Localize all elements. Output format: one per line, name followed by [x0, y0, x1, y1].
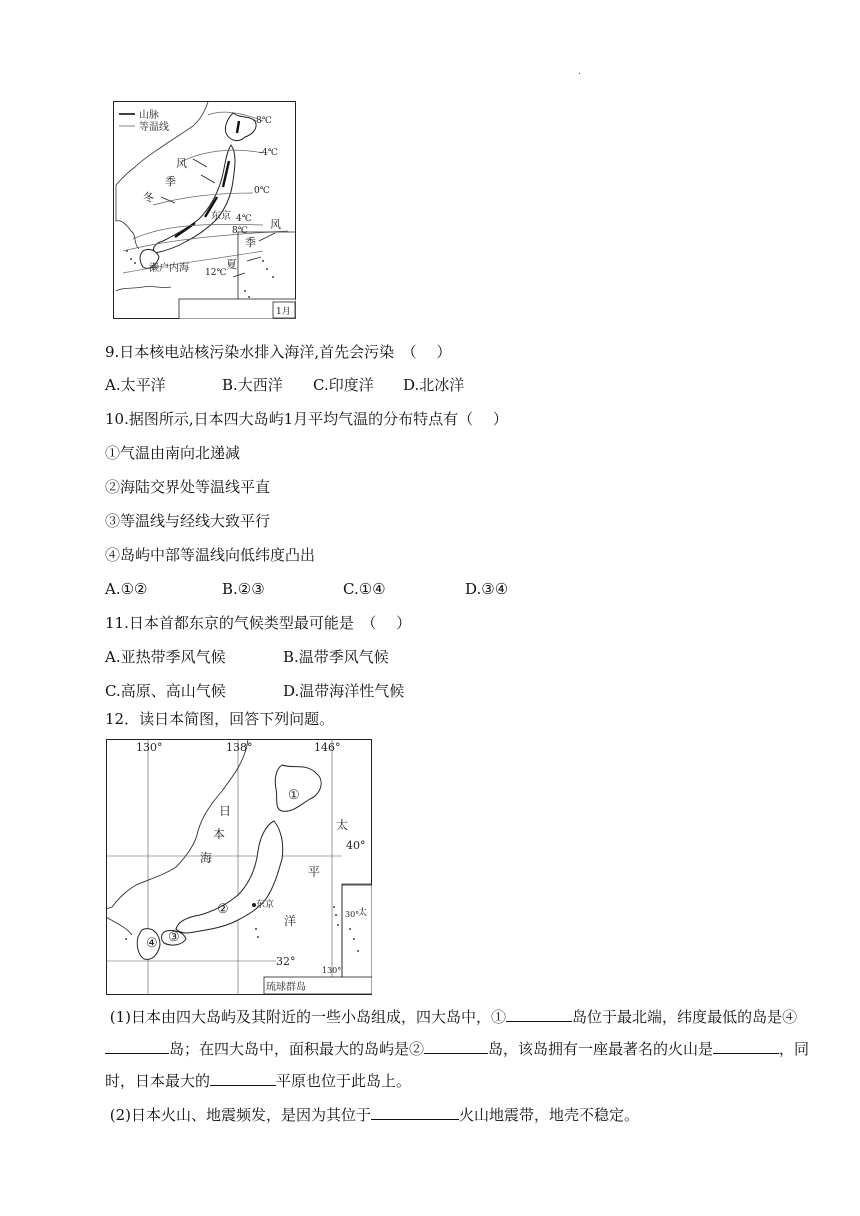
- inland-sea-label: 濑户内海: [149, 263, 189, 274]
- longitude-label: 130°: [136, 741, 163, 754]
- isotherm-label: -8℃: [253, 116, 272, 126]
- isotherm-label: -4℃: [259, 148, 278, 158]
- question-11-options-row1: [105, 647, 389, 667]
- isotherm-label: 4℃: [236, 214, 252, 224]
- summer-monsoon-label: 夏: [226, 258, 237, 271]
- text-segment: ，同时，日本最大的: [105, 1040, 810, 1090]
- summer-monsoon-label: 季: [245, 236, 256, 249]
- text-segment: 平原也位于此岛上。: [276, 1072, 412, 1090]
- option-d[interactable]: D.温带海洋性气候: [283, 682, 405, 700]
- isotherm-label: 8℃: [232, 226, 248, 236]
- statement-1: ①气温由南向北递减: [105, 444, 241, 462]
- text-segment: (2)日本火山、地震频发，是因为其位于: [109, 1106, 372, 1124]
- isotherm-label: 12℃: [205, 268, 227, 278]
- sea-of-japan-label: 海: [200, 851, 213, 865]
- japan-climate-map: [113, 101, 296, 319]
- question-12-part-1: [105, 1001, 821, 1097]
- winter-monsoon-label: 冬: [143, 191, 154, 204]
- pacific-ocean-label: 洋: [284, 914, 297, 928]
- longitude-label: 146°: [314, 741, 341, 754]
- inset-sea-label: 太: [358, 908, 368, 918]
- sea-of-japan-label: 本: [213, 827, 226, 841]
- text-segment: 岛，该岛拥有一座最著: [488, 1040, 639, 1058]
- question-10-options: [105, 579, 508, 599]
- longitude-label: 138°: [226, 741, 253, 754]
- legend-isotherm-label: 等温线: [139, 122, 169, 133]
- option-d[interactable]: D.北冰洋: [403, 376, 465, 394]
- statement-4: ④岛屿中部等温线向低纬度凸出: [105, 546, 316, 564]
- answer-blank[interactable]: [210, 1070, 276, 1086]
- inset-longitude-label: 130°: [322, 966, 342, 975]
- pacific-ocean-label: 太: [336, 818, 349, 832]
- circled-number-4: ④: [146, 936, 158, 951]
- question-11-options-row2: [105, 681, 404, 701]
- statement-3: ③等温线与经线大致平行: [105, 512, 271, 530]
- winter-monsoon-label: 季: [165, 175, 176, 188]
- option-a[interactable]: A.①②: [105, 580, 148, 598]
- month-label: 1月: [276, 307, 291, 317]
- answer-blank[interactable]: [424, 1038, 488, 1054]
- text-segment: 岛；在四大岛中，面积最大的岛屿是②: [169, 1040, 425, 1058]
- option-c[interactable]: C.高原、高山气候: [105, 682, 226, 700]
- option-b[interactable]: B.②③: [222, 580, 265, 598]
- latitude-label: 40°: [346, 839, 366, 852]
- text-segment: 名的火山是: [638, 1040, 714, 1058]
- text-segment: 岛位于最北端，纬度: [572, 1008, 708, 1026]
- option-d[interactable]: D.③④: [465, 580, 509, 598]
- option-a[interactable]: A.亚热带季风气候: [105, 648, 226, 666]
- option-c[interactable]: C.印度洋: [313, 376, 374, 394]
- answer-blank[interactable]: [713, 1038, 779, 1054]
- latitude-label: 32°: [276, 955, 296, 968]
- page-dot: .: [578, 66, 582, 77]
- text-segment: 最低的岛是④: [707, 1008, 798, 1026]
- answer-blank[interactable]: [506, 1006, 572, 1022]
- pacific-ocean-label: 平: [308, 865, 321, 879]
- question-11-stem: 11.日本首都东京的气候类型最可能是 （ ）: [105, 614, 412, 632]
- circled-number-1: ①: [288, 788, 300, 803]
- statement-2: ②海陆交界处等温线平直: [105, 478, 271, 496]
- legend-mountain-label: 山脉: [139, 110, 159, 121]
- inset-latitude-label: 30°: [345, 910, 360, 919]
- tokyo-label: 东京: [256, 900, 275, 910]
- circled-number-2: ②: [217, 902, 229, 917]
- option-c[interactable]: C.①④: [343, 580, 386, 598]
- text-segment: (1)日本由四大岛屿及其附近的一些小岛组成，四大岛中，①: [109, 1008, 507, 1026]
- option-b[interactable]: B.大西洋: [222, 376, 283, 394]
- winter-monsoon-label: 风: [176, 157, 187, 170]
- tokyo-label: 东京: [211, 211, 231, 222]
- answer-blank[interactable]: [105, 1038, 169, 1054]
- answer-blank[interactable]: [371, 1104, 459, 1120]
- ryukyu-islands-label: 琉球群岛: [266, 982, 306, 993]
- option-a[interactable]: A.太平洋: [105, 376, 166, 394]
- text-segment: 火山地震带，地壳不稳定。: [459, 1106, 640, 1124]
- summer-monsoon-label: 风: [270, 218, 281, 231]
- question-9-stem: 9.日本核电站核污染水排入海洋,首先会污染 （ ）: [105, 343, 452, 361]
- sea-of-japan-label: 日: [219, 804, 232, 818]
- circled-number-3: ③: [168, 930, 180, 945]
- option-b[interactable]: B.温带季风气候: [283, 648, 389, 666]
- isotherm-label: 0℃: [254, 186, 270, 196]
- question-10-stem: 10.据图所示,日本四大岛屿1月平均气温的分布特点有（ ）: [105, 410, 508, 428]
- japan-outline-map: [106, 739, 372, 995]
- question-12-part-2: [105, 1099, 821, 1131]
- question-9-options: [105, 375, 464, 395]
- question-12-stem: 12．读日本简图，回答下列问题。: [105, 710, 335, 728]
